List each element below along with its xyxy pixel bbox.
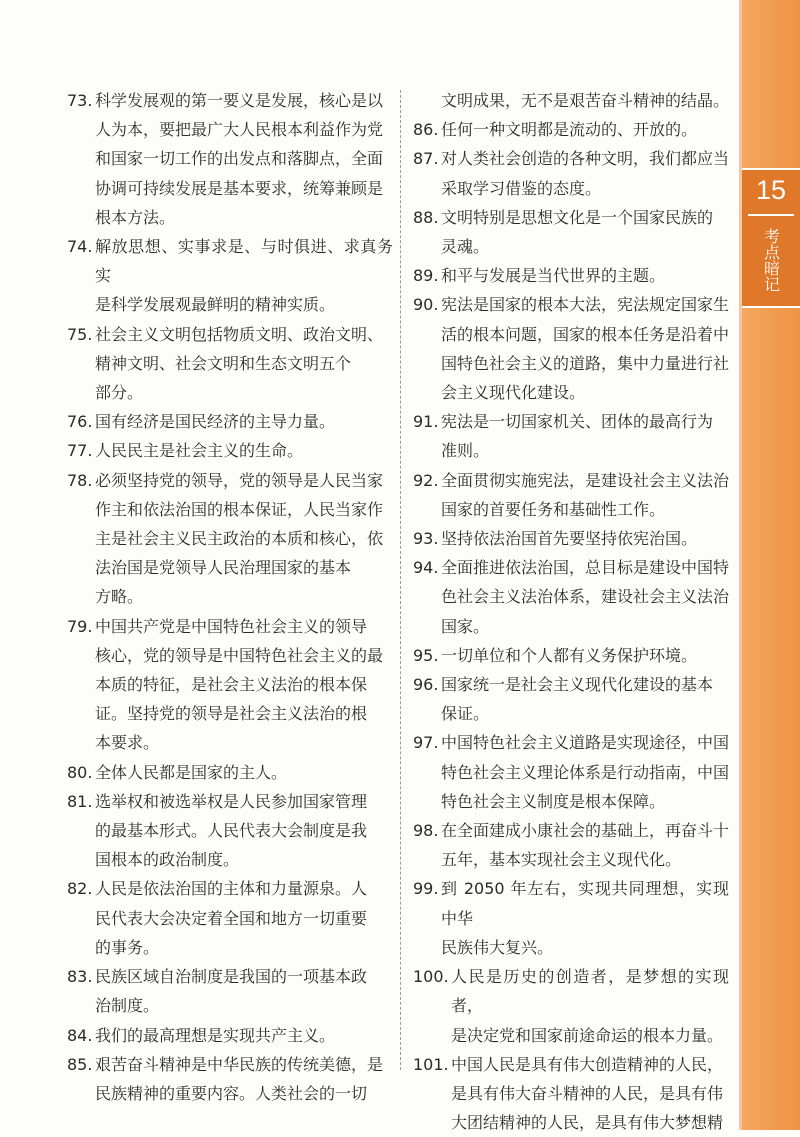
text-line: 保证。 [441,704,490,724]
item-text [441,641,729,670]
list-item [413,874,729,962]
item-number: 96. [413,675,439,695]
item-text [95,962,393,1020]
text-line: 本质的特征，是社会主义法治的根本保 [95,675,368,695]
item-number: 94. [413,558,439,578]
text-line: 民族区域自治制度是我国的一项基本政 [95,967,368,987]
item-number: 97. [413,733,439,753]
text-line: 国家的首要任务和基础性工作。 [441,499,666,519]
text-line: 在全面建成小康社会的基础上，再奋斗十 [441,821,730,841]
text-line: 活的根本问题，国家的根本任务是沿着中 [441,324,730,344]
list-item [413,816,729,874]
item-number: 100. [413,967,449,987]
chapter-tab [742,168,800,308]
text-line: 和国家一切工作的出发点和落脚点，全面 [95,149,384,169]
item-text [95,466,393,612]
text-line: 是科学发展观最鲜明的精神实质。 [95,295,336,315]
list-item [413,466,729,524]
text-line: 准则。 [441,441,490,461]
text-line: 部分。 [95,383,144,403]
item-text [441,728,729,816]
item-text [95,874,393,962]
list-item [67,436,393,465]
list-item [413,641,729,670]
text-line: 人民是依法治国的主体和力量源泉。人 [95,879,368,899]
text-line: 科学发展观的第一要义是发展，核心是以 [95,91,384,110]
text-line: 是决定党和国家前途命运的根本力量。 [451,1025,724,1045]
list-item [413,407,729,465]
text-line: 任何一种文明都是流动的、开放的。 [441,120,698,140]
list-item [67,407,393,436]
item-number: 80. [67,762,93,782]
item-number: 82. [67,879,93,899]
list-item [67,1050,393,1108]
text-line: 中国特色社会主义道路是实现途径，中国 [441,733,730,753]
text-line: 特色社会主义理论体系是行动指南，中国 [441,762,730,782]
item-number: 91. [413,412,439,432]
item-number: 75. [67,324,93,344]
text-line: 到 2050 年左右，实现共同理想，实现中华 [441,879,729,928]
item-text [441,553,729,641]
list-item [413,86,729,115]
text-line: 核心，党的领导是中国特色社会主义的最 [95,645,384,665]
text-line: 宪法是一切国家机关、团体的最高行为 [441,412,714,432]
item-number: 101. [413,1054,449,1074]
item-number: 79. [67,616,93,636]
item-text [95,320,393,408]
text-line: 国特色社会主义的道路，集中力量进行社 [441,353,730,373]
text-line: 治制度。 [95,996,160,1016]
list-item [67,787,393,875]
item-number: 89. [413,266,439,286]
column-divider [400,90,401,1070]
item-number: 86. [413,120,439,140]
text-line: 国根本的政治制度。 [95,850,240,870]
item-number: 93. [413,529,439,549]
text-line: 国有经济是国民经济的主导力量。 [95,412,336,432]
text-line: 选举权和被选举权是人民参加国家管理 [95,791,368,811]
list-item [413,1050,729,1137]
item-text [95,612,393,758]
list-item [413,203,729,261]
text-line: 作主和依法治国的根本保证，人民当家作 [95,499,384,519]
text-line: 特色社会主义制度是根本保障。 [441,791,666,811]
text-line: 本要求。 [95,733,160,753]
item-text [95,1050,393,1108]
text-line: 民代表大会决定着全国和地方一切重要 [95,908,368,928]
text-line: 民族伟大复兴。 [441,937,554,957]
item-number: 78. [67,470,93,490]
item-text [441,144,729,202]
left-column [67,86,393,1108]
list-item [413,261,729,290]
text-line: 和平与发展是当代世界的主题。 [441,266,666,286]
text-line: 中国人民是具有伟大创造精神的人民， [451,1054,724,1074]
list-item [413,962,729,1050]
text-line: 是具有伟大奋斗精神的人民，是具有伟 [451,1083,724,1103]
text-line: 方略。 [95,587,144,607]
chapter-tab-label: 考点暗记 [761,228,781,292]
text-line: 坚持依法治国首先要坚持依宪治国。 [441,529,698,549]
text-line: 国家统一是社会主义现代化建设的基本 [441,675,714,695]
list-item [67,874,393,962]
item-number: 87. [413,149,439,169]
list-item [67,962,393,1020]
text-line: 宪法是国家的根本大法，宪法规定国家生 [441,295,730,315]
item-text [95,86,393,232]
text-line: 大团结精神的人民，是具有伟大梦想精 [451,1113,724,1133]
item-text [441,203,729,261]
chapter-tab-number: 15 [755,175,787,205]
chapter-tab-rule [748,214,794,216]
text-line: 人为本，要把最广大人民根本利益作为党 [95,120,384,140]
item-text [441,261,729,290]
text-line: 全体人民都是国家的主人。 [95,762,288,782]
item-text [441,670,729,728]
list-item [413,728,729,816]
text-line: 一切单位和个人都有义务保护环境。 [441,645,698,665]
list-item [67,320,393,408]
item-text [441,407,729,465]
text-line: 艰苦奋斗精神是中华民族的传统美德，是 [95,1054,384,1074]
text-line: 的事务。 [95,937,160,957]
list-item [413,524,729,553]
item-number: 83. [67,967,93,987]
text-line: 解放思想、实事求是、与时俱进、求真务实 [95,237,393,286]
item-text [441,816,729,874]
item-number: 92. [413,470,439,490]
list-item [413,290,729,407]
text-line: 我们的最高理想是实现共产主义。 [95,1025,336,1045]
list-item [413,115,729,144]
text-line: 人民是历史的创造者，是梦想的实现者， [451,967,729,1016]
item-number: 85. [67,1054,93,1074]
item-text [441,466,729,524]
text-line: 法治国是党领导人民治理国家的基本 [95,558,352,578]
item-number: 74. [67,237,93,257]
text-line: 全面推进依法治国，总目标是建设中国特 [441,558,730,578]
list-item [67,758,393,787]
list-item [67,1021,393,1050]
item-number: 84. [67,1025,93,1045]
item-number: 98. [413,821,439,841]
item-text [441,86,729,115]
item-number: 95. [413,645,439,665]
item-text [95,407,393,436]
text-line: 国家。 [441,616,490,636]
text-line: 民族精神的重要内容。人类社会的一切 [95,1083,368,1103]
item-number: 81. [67,791,93,811]
text-line: 中国共产党是中国特色社会主义的领导 [95,616,368,636]
text-line: 对人类社会创造的各种文明，我们都应当 [441,149,730,169]
right-column [413,86,729,1137]
list-item [67,612,393,758]
item-number: 99. [413,879,439,899]
text-line: 灵魂。 [441,237,490,257]
item-number: 76. [67,412,93,432]
item-text [95,758,393,787]
item-text [95,436,393,465]
item-text [441,290,729,407]
item-number: 88. [413,207,439,227]
item-text [451,1050,729,1137]
list-item [67,86,393,232]
text-line: 五年，基本实现社会主义现代化。 [441,850,682,870]
text-line: 主是社会主义民主政治的本质和核心，依 [95,529,384,549]
text-line: 采取学习借鉴的态度。 [441,178,602,198]
text-line: 协调可持续发展是基本要求，统筹兼顾是 [95,178,384,198]
list-item [413,144,729,202]
list-item [413,670,729,728]
text-line: 人民民主是社会主义的生命。 [95,441,304,461]
item-text [451,962,729,1050]
text-line: 全面贯彻实施宪法，是建设社会主义法治 [441,470,730,490]
text-line: 文明成果，无不是艰苦奋斗精神的结晶。 [441,91,730,110]
text-line: 精神文明、社会文明和生态文明五个 [95,353,352,373]
item-text [441,874,729,962]
list-item [413,553,729,641]
item-number: 73. [67,91,93,110]
text-line: 必须坚持党的领导，党的领导是人民当家 [95,470,384,490]
text-line: 根本方法。 [95,207,176,227]
text-line: 文明特别是思想文化是一个国家民族的 [441,207,714,227]
text-line: 色社会主义法治体系，建设社会主义法治 [441,587,730,607]
item-number: 77. [67,441,93,461]
item-text [95,1021,393,1050]
item-text [441,524,729,553]
list-item [67,466,393,612]
text-line: 会主义现代化建设。 [441,383,586,403]
text-line: 证。坚持党的领导是社会主义法治的根 [95,704,368,724]
text-line: 社会主义文明包括物质文明、政治文明、 [95,324,384,344]
item-number: 90. [413,295,439,315]
item-text [441,115,729,144]
list-item [67,232,393,320]
item-text [95,232,393,320]
item-text [95,787,393,875]
text-line: 的最基本形式。人民代表大会制度是我 [95,821,368,841]
